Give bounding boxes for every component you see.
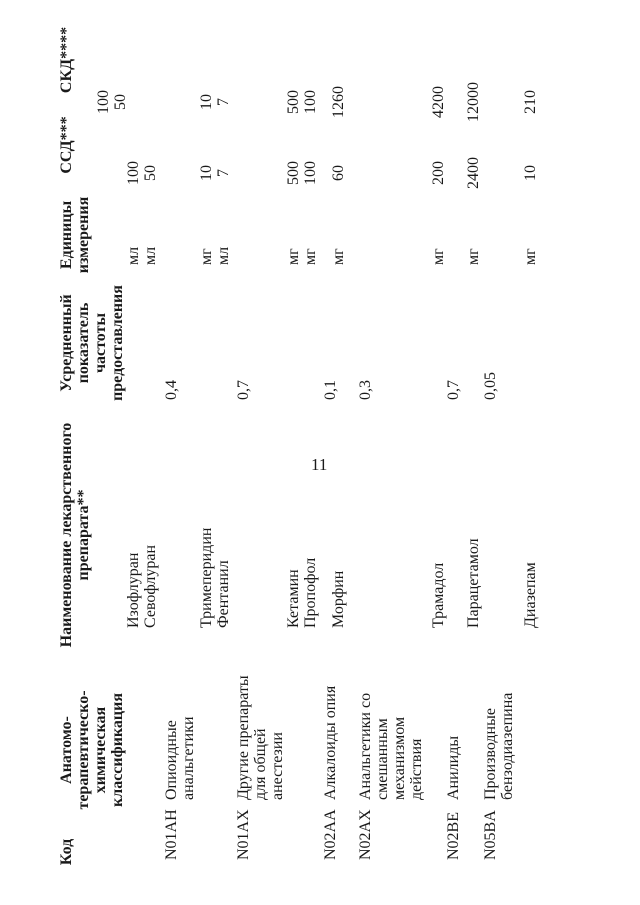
drug-name: Тримеперидин (198, 527, 215, 628)
row-atc: механизмом (391, 716, 408, 800)
drug-skd: 1260 (330, 86, 347, 118)
drug-unit: мг (522, 248, 539, 265)
header-ssd: ССД*** (58, 116, 75, 174)
header-avg-4: предоставления (109, 285, 126, 401)
drug-ssd: 10 (198, 165, 215, 181)
row-avg: 0,3 (357, 380, 374, 400)
drug-unit: мг (330, 248, 347, 265)
drug-ssd: 100 (302, 161, 319, 185)
drug-unit: мг (430, 248, 447, 265)
drug-ssd: 10 (522, 165, 539, 181)
header-skd: СКД**** (58, 26, 75, 94)
drug-name: Пропофол (302, 557, 319, 628)
row-code: N02AA (322, 809, 339, 860)
row-atc: анальгетики (180, 716, 197, 800)
drug-skd: 50 (112, 94, 129, 110)
drug-name: Морфин (330, 570, 347, 628)
drug-skd: 210 (522, 90, 539, 114)
row-atc: Анилиды (445, 735, 462, 800)
header-drug-1: Наименование лекарственного (58, 422, 75, 648)
row-avg: 0,7 (235, 380, 252, 400)
drug-skd: 4200 (430, 86, 447, 118)
drug-unit: мг (465, 248, 482, 265)
drug-unit: мл (215, 246, 232, 265)
page-number: 11 (311, 455, 328, 474)
row-atc: Производные (482, 708, 499, 800)
row-atc: Алкалоиды опия (322, 685, 339, 800)
drug-ssd: 7 (215, 169, 232, 177)
drug-unit: мг (198, 248, 215, 265)
drug-skd: 100 (95, 90, 112, 114)
row-atc: смешанным (374, 718, 391, 800)
drug-name: Диазепам (522, 562, 539, 628)
row-atc: анестезии (269, 732, 286, 800)
row-avg: 0,4 (163, 380, 180, 400)
row-atc: Другие препараты (235, 675, 252, 800)
drug-skd: 12000 (465, 82, 482, 122)
header-atc-4: классификация (109, 693, 126, 807)
drug-ssd: 500 (285, 161, 302, 185)
drug-unit: мл (142, 246, 159, 265)
drug-skd: 7 (215, 98, 232, 106)
drug-unit: мг (285, 248, 302, 265)
drug-name: Севофлуран (142, 544, 159, 628)
drug-ssd: 60 (330, 165, 347, 181)
header-code: Код (58, 838, 75, 866)
row-avg: 0,7 (445, 380, 462, 400)
drug-unit: мл (125, 246, 142, 265)
row-code: N01AX (235, 809, 252, 860)
drug-name: Фентанил (215, 560, 232, 628)
header-atc-2: терапевтическо- (75, 690, 92, 810)
row-code: N01AH (163, 809, 180, 860)
drug-ssd: 2400 (465, 157, 482, 189)
row-atc: для общей (252, 728, 269, 800)
row-atc: действия (408, 738, 425, 800)
drug-unit: мг (302, 248, 319, 265)
header-avg-1: Усредненный (58, 294, 75, 392)
header-atc-3: химическая (92, 706, 109, 794)
header-units-2: измерения (75, 196, 92, 274)
drug-skd: 10 (198, 94, 215, 110)
row-atc: бензодиазепина (499, 692, 516, 800)
drug-skd: 100 (302, 90, 319, 114)
header-atc-1: Анатомо- (58, 716, 75, 784)
drug-skd: 500 (285, 90, 302, 114)
row-code: N05BA (482, 810, 499, 860)
header-units-1: Единицы (58, 200, 75, 270)
header-avg-3: частоты (92, 313, 109, 373)
row-code: N02AX (357, 809, 374, 860)
row-code: N02BE (445, 812, 462, 860)
drug-ssd: 100 (125, 161, 142, 185)
row-atc: Опиоидные (163, 720, 180, 800)
header-drug-2: препарата** (75, 489, 92, 581)
row-avg: 0,05 (482, 372, 499, 400)
drug-name: Кетамин (285, 569, 302, 628)
header-avg-2: показатель (75, 302, 92, 384)
drug-name: Парацетамол (465, 538, 482, 628)
drug-ssd: 50 (142, 165, 159, 181)
drug-name: Изофлуран (125, 552, 142, 628)
row-avg: 0,1 (322, 380, 339, 400)
drug-ssd: 200 (430, 161, 447, 185)
row-atc: Анальгетики со (357, 692, 374, 800)
drug-name: Трамадол (430, 562, 447, 628)
